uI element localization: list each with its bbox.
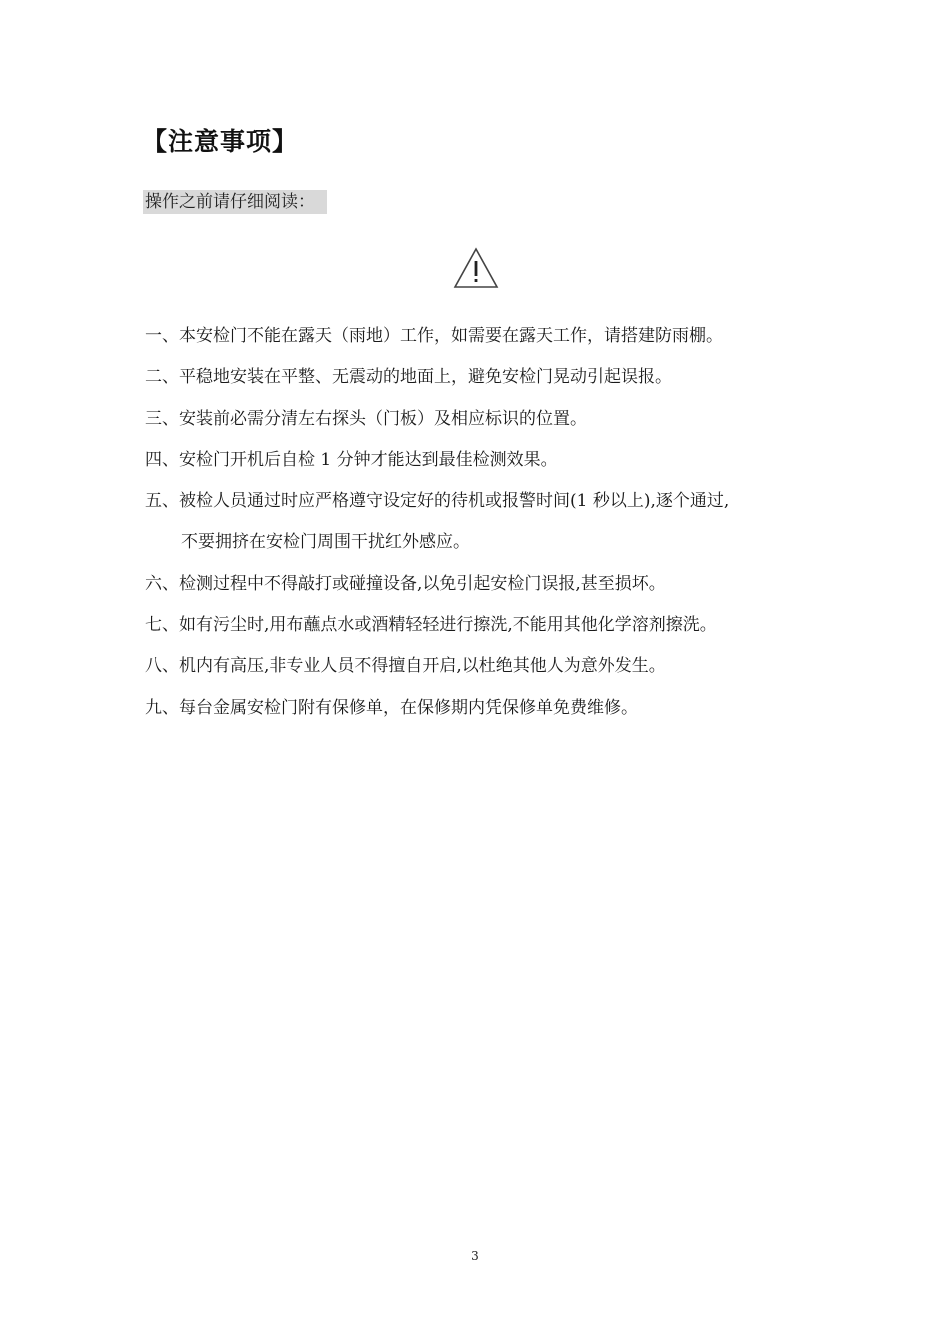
note-text: 五、被检人员通过时应严格遵守设定好的待机或报警时间(1 秒以上),逐个通过, [145,491,730,512]
note-text: 七、如有污尘时,用布蘸点水或酒精轻轻进行擦洗,不能用其他化学溶剂擦洗。 [145,615,717,636]
note-text: 八、机内有高压,非专业人员不得擅自开启,以杜绝其他人为意外发生。 [145,656,666,677]
note-text: 三、安装前必需分清左右探头（门板）及相应标识的位置。 [145,408,587,429]
page-number: 3 [471,1249,479,1263]
list-item [145,646,825,687]
list-item [145,605,825,646]
list-item [145,440,825,481]
list-item [145,688,825,729]
note-continuation: 不要拥挤在安检门周围干扰红外感应。 [181,532,470,553]
note-text: 六、检测过程中不得敲打或碰撞设备,以免引起安检门误报,甚至损坏。 [145,573,666,594]
note-text: 九、每台金属安检门附有保修单，在保修期内凭保修单免费维修。 [145,697,638,718]
list-item [145,564,825,605]
note-text: 四、安检门开机后自检 1 分钟才能达到最佳检测效果。 [145,449,558,470]
highlighted-instruction: 操作之前请仔细阅读： [143,190,327,214]
list-item [145,399,825,440]
note-text: 二、平稳地安装在平整、无震动的地面上，避免安检门晃动引起误报。 [145,367,672,388]
list-item [145,357,825,398]
warning-triangle-icon [453,247,499,289]
page-title: 【注意事项】 [142,127,299,156]
notes-list [145,316,825,729]
note-text: 一、本安检门不能在露天（雨地）工作，如需要在露天工作，请搭建防雨棚。 [145,326,723,346]
list-item [145,316,825,357]
list-item [145,481,825,564]
